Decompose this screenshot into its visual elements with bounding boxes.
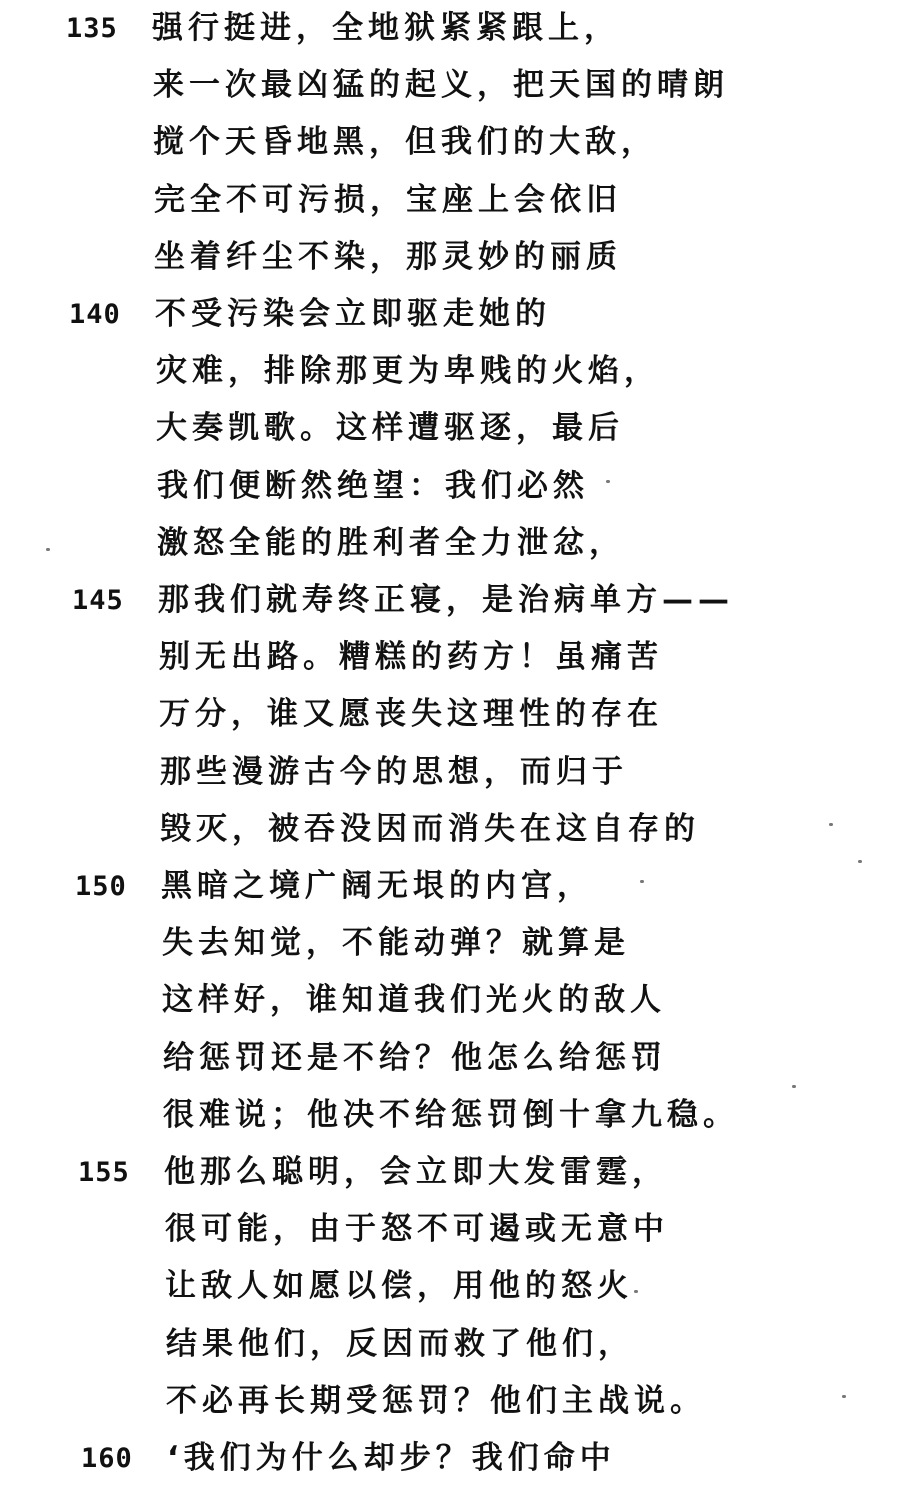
poem-line [0, 858, 900, 915]
poem-line [0, 458, 900, 515]
poem-line [0, 229, 900, 286]
line-text: 大奏凯歌。这样遭驱逐，最后 [156, 410, 624, 447]
line-text: 很难说；他决不给惩罚倒十拿九稳。 [163, 1096, 739, 1133]
line-text: 搅个天昏地黑，但我们的大敌， [153, 124, 657, 161]
poem-line [0, 1030, 900, 1087]
line-number: 140 [69, 299, 121, 330]
line-text: 这样好，谁知道我们光火的敌人 [162, 982, 666, 1019]
line-text: 坐着纤尘不染，那灵妙的丽质 [154, 238, 622, 275]
line-text: 失去知觉，不能动弹？就算是 [162, 925, 630, 962]
scan-speck [634, 1290, 638, 1293]
poem-line [0, 172, 900, 229]
line-text: 让敌人如愿以偿，用他的怒火 [165, 1268, 633, 1305]
line-text: 黑暗之境广阔无垠的内宫， [161, 868, 593, 904]
line-number: 145 [72, 585, 124, 616]
line-number: 135 [66, 13, 118, 44]
poem-line [0, 343, 900, 400]
line-number: 155 [78, 1157, 130, 1188]
poem-line [0, 972, 900, 1029]
poem-line [0, 1258, 900, 1315]
poem-line [0, 1430, 900, 1487]
line-text: 那我们就寿终正寝，是治病单方—— [158, 582, 734, 618]
scan-speck [46, 548, 50, 551]
poem-line [0, 400, 900, 457]
poem-line [0, 629, 900, 686]
scan-speck [829, 823, 833, 826]
poem-line [0, 801, 900, 858]
poem-line [0, 686, 900, 743]
line-text: 不受污染会立即驱走她的 [155, 296, 551, 332]
poem-line [0, 57, 900, 114]
scan-speck [858, 860, 862, 863]
scan-speck [792, 1085, 796, 1088]
poem-line [0, 572, 900, 629]
poem-line [0, 1316, 900, 1373]
poem-line [0, 0, 900, 57]
poem-line [0, 114, 900, 171]
poem-line [0, 1201, 900, 1258]
line-text: 给惩罚还是不给？他怎么给惩罚 [163, 1039, 667, 1076]
line-text: 万分，谁又愿丧失这理性的存在 [159, 696, 663, 733]
scan-speck [606, 480, 610, 483]
poem-line [0, 515, 900, 572]
poem-line [0, 286, 900, 343]
line-text: 强行挺进，全地狱紧紧跟上， [152, 10, 620, 46]
line-number: 160 [81, 1443, 133, 1474]
line-text: 我们便断然绝望：我们必然 [157, 467, 589, 504]
scan-speck [842, 1395, 846, 1398]
line-text: 那些漫游古今的思想，而归于 [160, 753, 628, 790]
line-text: 完全不可污损，宝座上会依旧 [154, 181, 622, 218]
poem-line [0, 1087, 900, 1144]
line-text: 很可能，由于怒不可遏或无意中 [165, 1211, 669, 1248]
line-text: 灾难，排除那更为卑贱的火焰， [156, 353, 660, 390]
line-text: 激怒全能的胜利者全力泄忿， [157, 524, 625, 561]
line-text: 来一次最凶猛的起义，把天国的晴朗 [153, 67, 729, 104]
scan-speck [640, 880, 644, 883]
line-text: 他那么聪明，会立即大发雷霆， [164, 1154, 668, 1190]
line-text: 毁灭，被吞没因而消失在这自存的 [160, 810, 700, 847]
line-text: 不必再长期受惩罚？他们主战说。 [166, 1382, 706, 1419]
poem-line [0, 1373, 900, 1430]
line-text: 结果他们，反因而救了他们， [166, 1325, 634, 1362]
poem-line [0, 1144, 900, 1201]
line-text: ‘我们为什么却步？我们命中 [167, 1440, 616, 1476]
poem-line [0, 744, 900, 801]
line-number: 150 [75, 871, 127, 902]
poem-line [0, 915, 900, 972]
line-text: 别无出路。糟糕的药方！虽痛苦 [159, 639, 663, 676]
